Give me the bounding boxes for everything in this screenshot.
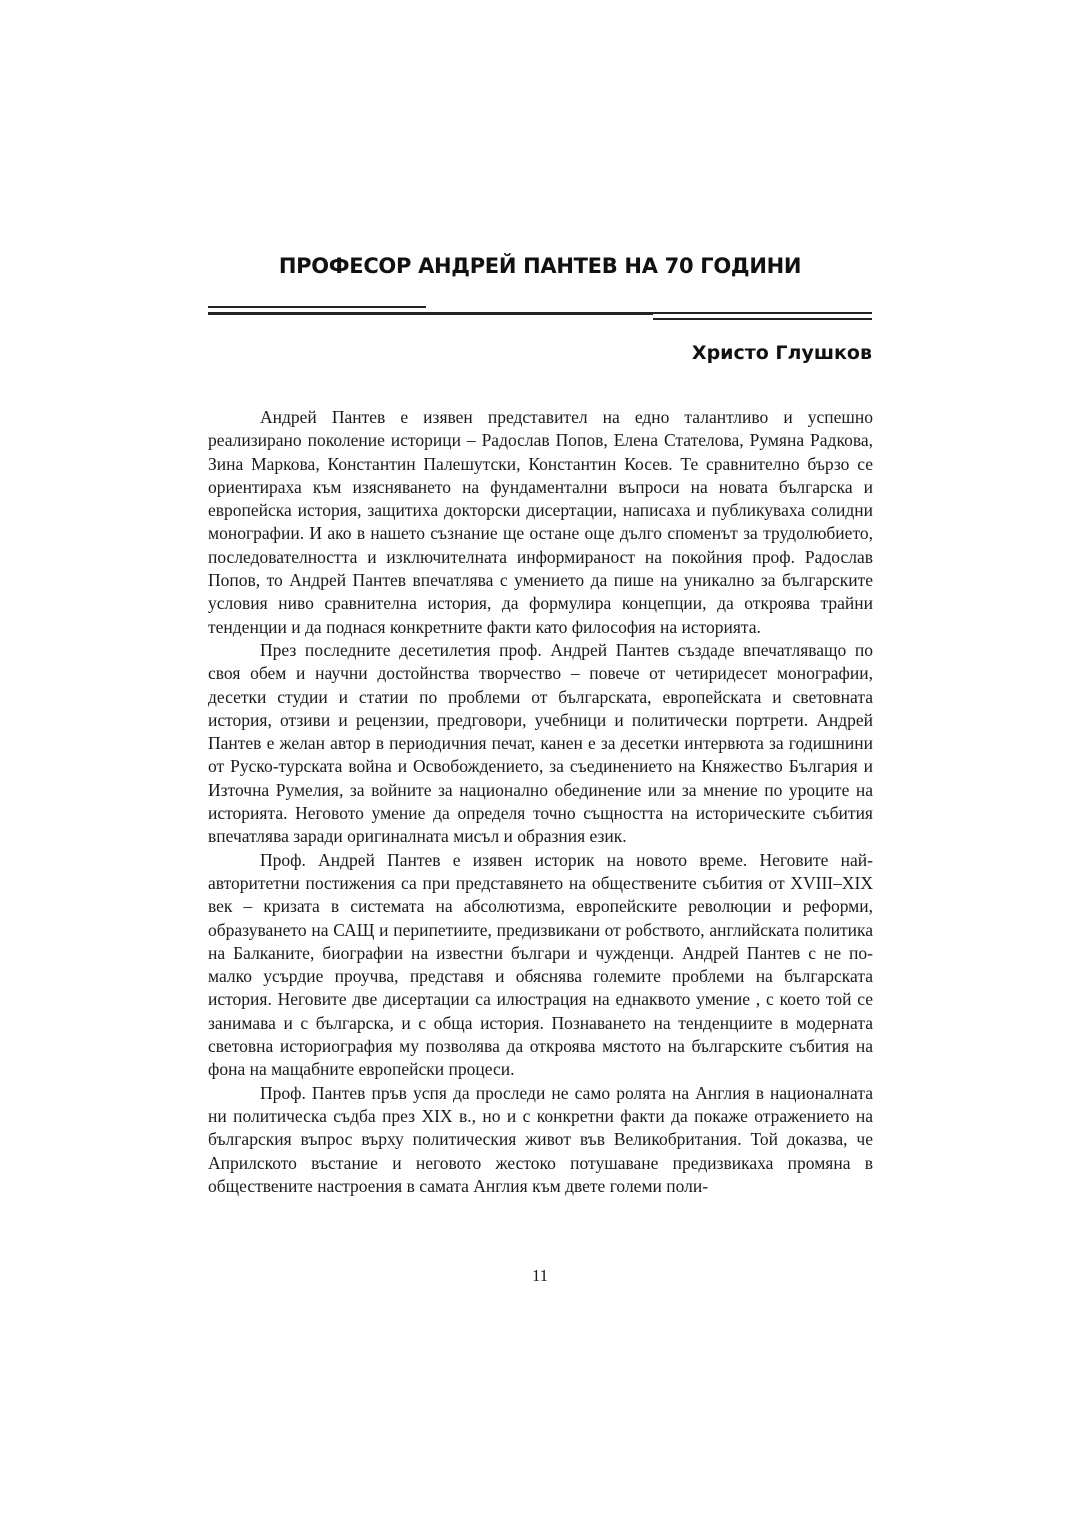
title-rules — [0, 0, 1080, 330]
article-title: ПРОФЕСОР АНДРЕЙ ПАНТЕВ НА 70 ГОДИНИ — [278, 254, 802, 278]
paragraph: Проф. Андрей Пантев е изявен историк на новото време. Неговите най-авторитетни постижения са при представянето на обществените събития от XVIII–XIX век – кризата в системата на абсолютизма, европейските революции и реформи, образуването на САЩ и перипетиите, предизвикани от робството, английската политика на Балканите, биографии на известни българи и чужденци. Андрей Пантев с не по-малко усърдие проучва, представя и обяснява големите проблеми на българската история. Неговите две дисертации са илюстрация на еднаквото умение , с което той се занимава и с българска, и с обща история. Познаването на тенденциите в модерната световна историография му позволява да откроява мястото на българските събития на фона на мащабните европейски процеси. — [208, 849, 873, 1080]
article-body — [208, 406, 873, 1198]
rule-thick-left — [208, 312, 653, 315]
rule-lower-right — [653, 318, 872, 320]
paragraph: Проф. Пантев пръв успя да проследи не само ролята на Англия в националната ни политическа съдба през XIX в., но и с конкретни факти да покаже отражението на българския въпрос върху политическия живот във Великобритания. Той доказва, че Априлското въстание и неговото жестоко потушаване предизвикаха промяна в обществените настроения в самата Англия към двете големи поли- — [208, 1082, 873, 1196]
paragraph: Андрей Пантев е изявен представител на едно талантливо и успешно реализирано поколение историци – Радослав Попов, Елена Стателова, Румяна Радкова, Зина Маркова, Константин Палешутски, Константин Косев. Те сравнително бързо се ориентираха към изясняването на фундаментални въпроси на новата българска и европейска история, защитиха докторски дисертации, написаха и публикуваха солидни монографии. И ако в нашето съзнание ще остане още дълго споменът за трудолюбието, последователността и изключителната информираност на покойния проф. Радослав Попов, то Андрей Пантев впечатлява с умението да пише на уникално за българските условия ниво сравнителна история, да формулира концепции, да откроява трайни тенденции и да поднася конкретните факти като философия на историята. — [208, 407, 873, 637]
paragraph: През последните десетилетия проф. Андрей Пантев създаде впечатляващо по своя обем и научни достойнства творчество – повече от четиридесет монографии, десетки студии и статии по проблеми от българската, европейската и световната история, отзиви и рецензии, предговори, учебници и политически портрети. Андрей Пантев е желан автор в периодичния печат, канен е за десетки интервюта за годишнини от Руско-турската война и Освобождението, за съединението на Княжество България и Източна Румелия, за войните за национално обединение или за мнение по уроците на историята. Неговото умение да определя точно същността на историческите събития впечатлява заради оригиналната мисъл и образния език. — [208, 639, 873, 847]
article-author: Христо Глушков — [691, 342, 872, 364]
rule-thick-right — [653, 312, 872, 314]
page-number: 11 — [531, 1266, 549, 1285]
rule-upper-left — [208, 306, 426, 308]
